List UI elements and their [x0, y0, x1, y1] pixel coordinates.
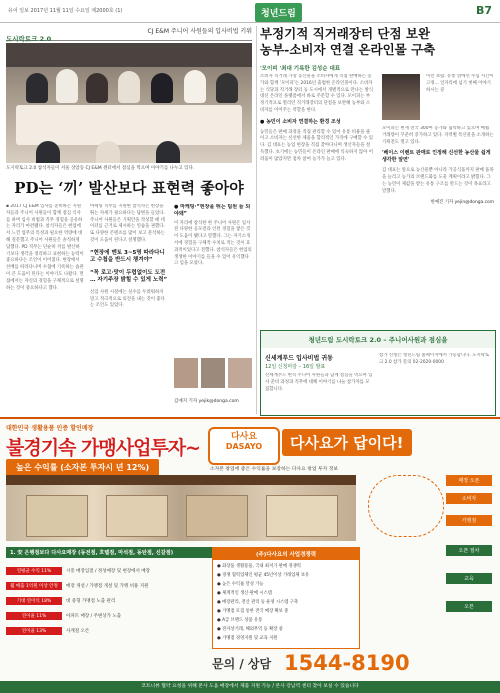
right-subheading-c: '베이스 이벤트 판매로 인정해 신선한 농산물 쉽게 생각한 알면' — [382, 150, 491, 164]
right-headline-2: 농부-소비자 연결 온라인몰 구축 — [260, 42, 436, 57]
rate-desc: 아파트 매장 / 주변상가 노출 — [66, 613, 122, 619]
flow-step: 소비자 — [446, 493, 492, 504]
ad-slogan-sub: 소자본 창업에 좋은 수익률을 보장하는 다사요 창업 투자 정보 — [210, 467, 339, 472]
ceo-caption: 이런 보람. 유통 밖에선 수십 시간이 고정... 일자리에 넘기 첫째 이야기 하시는 분 — [426, 74, 494, 93]
rate-badge: 연이율 13% — [6, 627, 62, 635]
company-point: ● 가맹점 모집 통한 전국 매장 확보 중 — [217, 609, 289, 614]
advertisement — [0, 417, 500, 693]
left-headline: PD는 ‘끼’ 발산보다 표현력 좋아야 — [14, 179, 244, 197]
right-body-col1: 소비자 직거래 가장 농산물을 소비자에게 직접 판매하는 농가와 함께 '모이피'는 2016년 출범한 온라인몰이다. 소비자는 식당과 직거래 장터 등 도시에서 개별적으로 만나는 방식 대신 온라인 플랫폼에서 바로 주문할 수 있다. 모이피는 부정기적으로 열리던 직거래장터의 단점을 보완해 농부와 소비자를 이어주는 역할을 한다. ● 농민이 소비자 연결하는 환경 조성 농민들은 판매 과정을 직접 관리할 수 있어 유통 비용을 줄이고 소비자는 신선한 제품을 합리적인 가격에 구매할 수 있다. 김 대표는 농업 현장을 직접 찾아다니며 생산자들을 설득했다. 초기에는 농민들이 온라인 판매에 익숙하지 않아 어려움이 많았지만 점차 참여 농가가 늘고 있다. — [260, 74, 373, 162]
event-left-body: 신세계푸드 현직 주니어 사원들과 함께 점심을 먹으며 입사 준비 과정과 직무에 대해 이야기를 나눌 참가자를 모집합니다. — [265, 373, 373, 392]
rate-desc: 사계절 오픈 — [66, 628, 90, 634]
event-box — [260, 330, 496, 416]
ad-footer: 코트니뷰 협약 요청을 위해 본사 도움 매장에서 제품 지원 가능 / 본사 강남역 센터 찾아 보실 수 있습니다 — [0, 681, 500, 693]
dasayo-logo: 다사요 DASAYO — [208, 427, 280, 465]
rates-list — [6, 563, 206, 638]
left-subheading-3: ● 마케팅·“현장을 뛰는 팀원 늘 되야돼” — [174, 204, 251, 217]
left-article — [6, 26, 252, 414]
rate-desc: 대 중형 가맹점 노출 관리 — [66, 598, 116, 604]
company-point: ● A급 브랜드 상품 유통 — [217, 618, 263, 623]
photo-caption: 도시락토크 2.0 참석자들이 서울 상암동 CJ E&M 센터에서 점심을 먹으며 이야기를 나누고 있다. — [6, 166, 195, 171]
left-subheading-2: “꼭 로고·맛이 두렵없이도 도전 … 자기주장 밝힐 수 있게 노력” — [90, 269, 168, 284]
rate-desc: 매장 개설 / 가맹점 개설 및 가맹 비용 지원 — [66, 583, 149, 589]
flow-step: 가맹점 — [446, 515, 492, 526]
rate-badge: 기대 연이익 18% — [6, 597, 62, 605]
flow-step: 교육 — [446, 573, 492, 584]
left-subheading-1: “현장에 멘토 3~5명 따라다니고 수첩을 반드시 챙겨야” — [90, 249, 165, 264]
left-body-col3: ● 마케팅·“현장을 뛰는 팀원 늘 되야돼” 이 자리에 참석한 한 주니어 사원은 입사 전 다양한 공모전과 인턴 경험을 쌓은 것이 도움이 됐다고 말했다. 그는 자기소개서에 경험을 구체적 수치로 적는 것이 효과적이었다고 전했다. 참석자들은 현업의 생생한 이야기를 들을 수 있어 유익했다고 입을 모았다. — [174, 204, 252, 267]
company-point: ● 전자상거래, 해외무역 등 확장 중 — [217, 627, 283, 632]
event-left-title: 신세계푸드 입사비법 귀동 — [265, 355, 333, 362]
inquiry-label: 문의 / 상담 — [212, 657, 272, 671]
right-body-col2: 모이피는 현재 전국 300여 농가와 협력하고 있으며 매월 거래량이 꾸준히 증가하고 있다. 지역별 특산물을 소개하는 기획전도 열고 있다. '베이스 이벤트 판매로 인정해 신선한 농산물 쉽게 생각한 알면' 김 대표는 앞으로 농산물뿐 아니라 가공식품까지 판매 품목을 늘리고 농가의 브랜드화를 도울 계획이라고 밝혔다. 그는 농민이 제값을 받는 유통 구조를 만드는 것이 목표라고 말했다. 한예진 기자 yejin@donga.com — [382, 126, 494, 205]
ad-sub: 높은 수익률 (소자본 투자시 년 12%) — [6, 459, 159, 476]
right-article — [260, 26, 494, 326]
company-point: ● 매장관리, 전산 관리 등 운영 시스템 구축 — [217, 600, 299, 605]
flow-step: 오픈 — [446, 601, 492, 612]
company-point: ● 경쟁 협력업체인 평균 45년이상 거래업체 보유 — [217, 573, 310, 578]
rate-badge: 연평균 수익 11% — [6, 567, 62, 575]
ad-headline: 불경기속 가맹사업투자~ — [6, 437, 201, 459]
company-box — [212, 547, 360, 649]
left-portrait-photos — [174, 358, 252, 394]
event-title: 청년드림 도시락토크 2.0 – 주니어사원과 점심을 — [261, 331, 495, 348]
company-point: ● 가맹점 경영지원 및 교육 지원 — [217, 636, 278, 641]
page-number: B7 — [475, 4, 492, 17]
flow-step: 오픈 절차 — [446, 545, 492, 556]
left-body-col2: 마케팅 직무를 지원한 참석자는 현장을 뛰는 자세가 필요하다는 답변을 들었다. 주니어 사원들은 기획안을 작성할 때 데이터를 근거로 제시하는 연습을 권했다. 또 다양한 콘텐츠를 많이 보고 분석하는 것이 도움이 된다고 설명했다. “현장에 멘토 3~5명 따라다니고 수첩을 반드시 챙겨야” “꼭 로고·맛이 두렵없이도 도전 … 자기주장 밝힐 수 있게 노력” 신입 사원 시절에는 실수를 두려워하지 말고 적극적으로 의견을 내는 것이 좋다는 조언도 있었다. — [90, 204, 168, 309]
company-point: ● 높은 수익률 달성 가능 — [217, 582, 264, 587]
page-header — [0, 0, 500, 23]
column-divider — [256, 26, 257, 414]
section-subtitle: CJ E&M 주니어 사원들의 입사비법 키워 — [147, 28, 252, 35]
event-right-text: 참가 신청은 청년드림 홈페이지에서 가능합니다. 도시락토크 2.0 참가 문의 02-2020-0000 — [379, 353, 490, 365]
right-subhead: '모이피 '최대 기록한 김성순 대표 — [260, 66, 341, 72]
left-body-col1: ▪ 2017 CJ E&M 입사를 준비하는 지원자들과 주니어 사원들이 함께 점심 식사를 하며 입사 비법과 직무 경험을 공유하는 자리가 마련됐다. 참석자들은 현업에서 느낀 업무의 특성과 필요한 역량에 대해 질문했고 주니어 사원들은 솔직하게 답했다. PD 직무는 단순히 끼를 발산하기보다 생각을 정리하고 표현하는 능력이 중요하다는 조언이 이어졌다. 현장에서 선배를 따라다니며 수첩에 기록하는 습관이 큰 도움이 된다는 이야기도 나왔다. 면접에서는 자신의 경험을 구체적으로 설명하는 것이 중요하다고 했다. — [6, 204, 84, 291]
rate-desc: 시흥 매장입점 / 정성매장 및 현장에서 매장 — [66, 568, 150, 574]
rate-badge: 월 매출 1억원 이상 안정 — [6, 582, 62, 590]
company-title: (주)다사요의 사업경쟁력 — [213, 548, 359, 560]
ad-band: 대한민국 생활용품 인증 할인매장 — [6, 425, 94, 432]
right-subheading-b: ● 농민이 소비자 연결하는 환경 조성 — [260, 118, 341, 125]
ceo-photo — [382, 74, 420, 120]
company-point: ● 체계적인 생산·판매 시스템 — [217, 591, 272, 596]
event-left-date: 12일 신청마감 – 16일 발표 — [265, 364, 326, 370]
publication-info: 유어 일보 2017년 11월 11일 수요일 제2000호 (1) — [8, 8, 123, 14]
rate-badge: 연이율 11% — [6, 612, 62, 620]
left-byline: 김예지 기자 yejik@donga.com — [174, 399, 239, 404]
feature-title: 1. 安 은행점보다 다사요매장 (동전점, 호텔점, 마석점, 동탄점, 신갈점) — [6, 547, 214, 558]
right-byline: 한예진 기자 yejin@donga.com — [430, 199, 494, 205]
company-point: ● 화장품 생활용품, 국내 최저가 판매 경쟁력 — [217, 564, 301, 569]
ad-slogan: 다사요가 답이다! — [282, 429, 412, 456]
right-headline-1: 부정기적 직거래장터 단점 보완 — [260, 26, 431, 41]
group-lunch-photo — [6, 43, 252, 163]
section-logo: 청년드림 — [255, 3, 302, 22]
flow-diagram — [368, 475, 444, 537]
inquiry-box — [212, 651, 494, 679]
flow-step: 매장 오픈 — [446, 475, 492, 486]
store-photo — [6, 475, 356, 541]
inquiry-phone: 1544-8190 — [284, 651, 410, 675]
section-title: 도시락토크 2.0 — [6, 35, 52, 43]
